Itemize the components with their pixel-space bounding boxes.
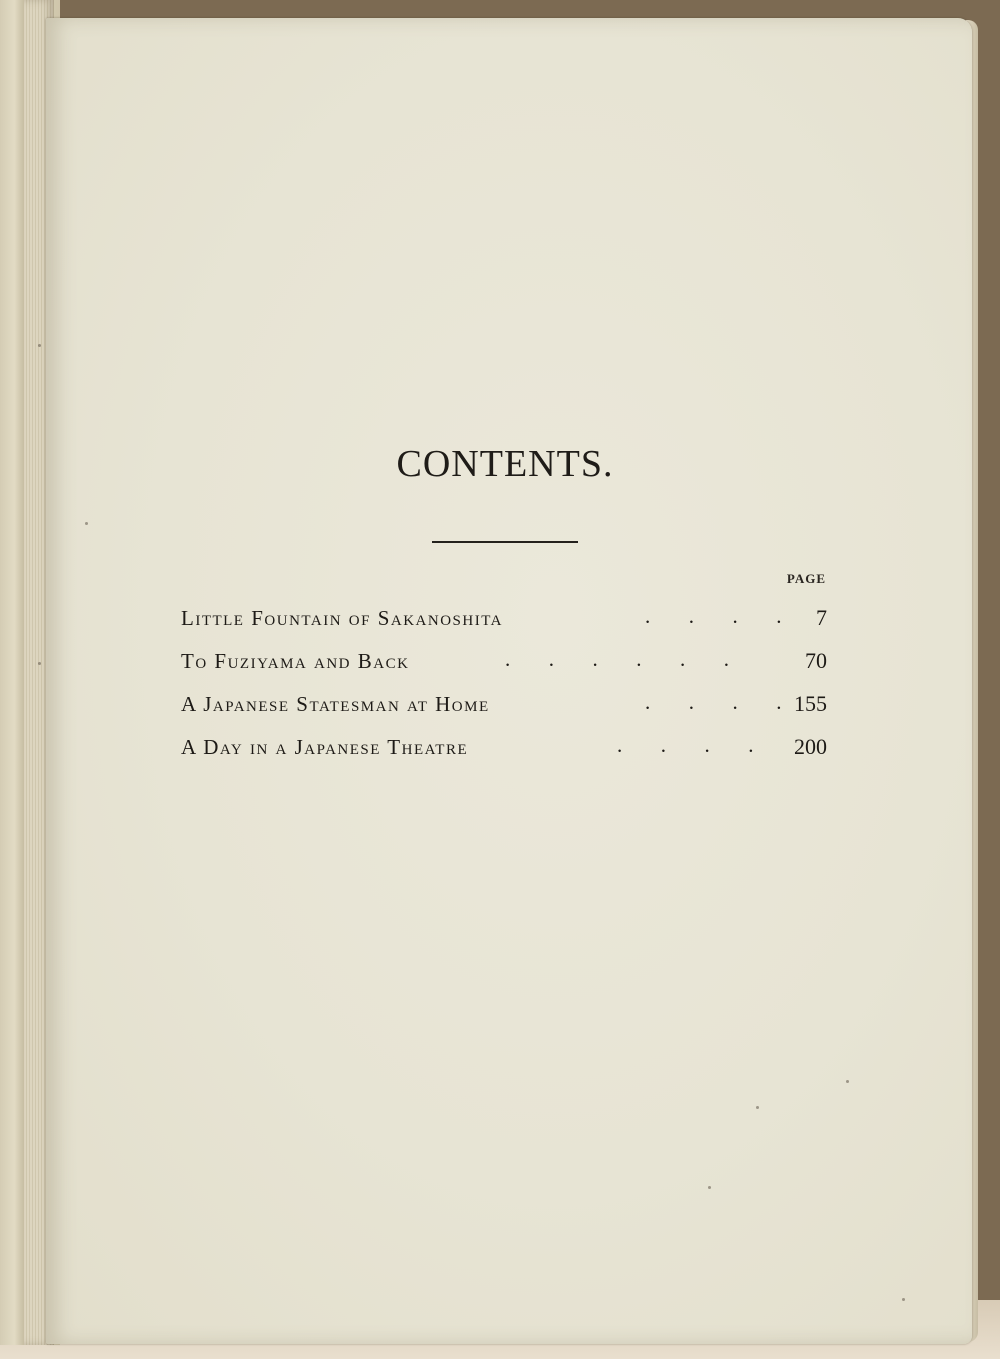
table-of-contents xyxy=(181,600,827,772)
page-title: CONTENTS. xyxy=(396,443,614,485)
paper-speck xyxy=(846,1080,849,1083)
title-rule xyxy=(432,541,578,543)
toc-entry xyxy=(181,729,827,772)
toc-entry-page: 70 xyxy=(805,648,827,673)
toc-leader-dots: . . . . . . xyxy=(505,647,730,671)
toc-leader-dots: . . . . xyxy=(645,690,783,714)
toc-entry-page: 7 xyxy=(816,605,827,630)
paper-speck xyxy=(902,1298,905,1301)
page-column-label: PAGE xyxy=(786,571,826,586)
paper-speck xyxy=(708,1186,711,1189)
toc-leader-dots: . . . . xyxy=(645,604,783,628)
toc-entry xyxy=(181,643,827,686)
paper-speck xyxy=(38,344,41,347)
paper-speck xyxy=(38,662,41,665)
toc-entry-page: 200 xyxy=(794,734,827,759)
toc-entry xyxy=(181,600,827,643)
toc-entry-title: To Fuziyama and Back xyxy=(181,649,410,673)
toc-entry-title: Little Fountain of Sakanoshita xyxy=(181,606,504,630)
book-binding xyxy=(0,0,25,1345)
toc-entry-page: 155 xyxy=(794,691,827,716)
paper-speck xyxy=(756,1106,759,1109)
toc-entry xyxy=(181,686,827,729)
toc-leader-dots: . . . . xyxy=(617,733,755,757)
toc-entry-title: A Day in a Japanese Theatre xyxy=(181,735,469,759)
toc-entry-title: A Japanese Statesman at Home xyxy=(181,692,490,716)
paper-speck xyxy=(85,522,88,525)
